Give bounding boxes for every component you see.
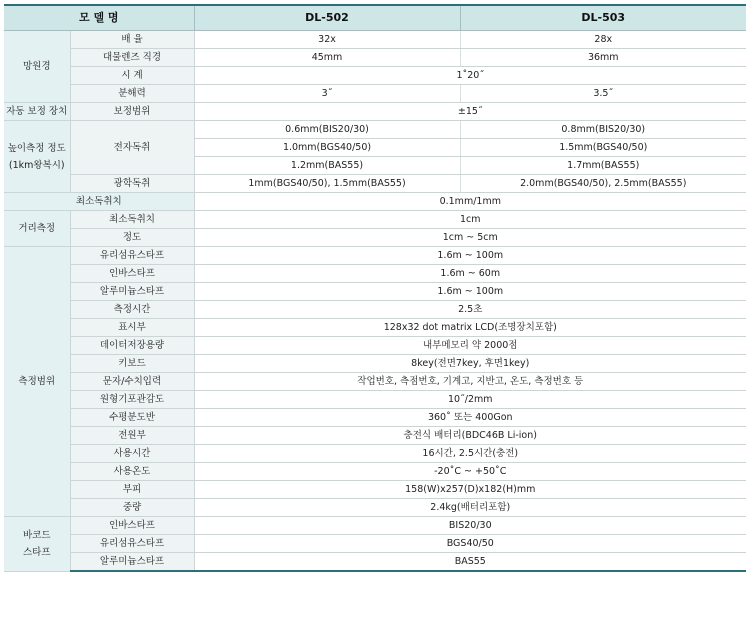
spec-table [4,4,746,572]
row-label: 시 계 [70,67,194,85]
value-dl503: 28x [460,31,746,49]
value-dl502: 32x [194,31,460,49]
category-height-accuracy-note: (1km왕복시) [8,159,65,171]
value-shared: ±15˝ [194,103,746,121]
row-label: 키보드 [70,355,194,373]
value-dl502: 0.6mm(BIS20/30) [194,121,460,139]
table-row [4,463,746,481]
value-shared: 충전식 배터리(BDC46B Li-ion) [194,427,746,445]
value-shared: BAS55 [194,553,746,572]
row-label: 유리섬유스타프 [70,535,194,553]
table-row [4,427,746,445]
row-label: 수평분도반 [70,409,194,427]
table-row [4,481,746,499]
table-row [4,373,746,391]
value-dl503: 3.5˝ [460,85,746,103]
row-label: 측정시간 [70,301,194,319]
value-dl503: 1.5mm(BGS40/50) [460,139,746,157]
value-shared: 2.4kg(배터리포함) [194,499,746,517]
row-label: 분해력 [70,85,194,103]
value-shared: 1˚20˝ [194,67,746,85]
table-row [4,31,746,49]
row-label: 문자/수치입력 [70,373,194,391]
value-shared: 1.6m ~ 60m [194,265,746,283]
value-shared: 16시간, 2.5시간(충전) [194,445,746,463]
range-section [4,247,746,517]
value-dl503: 36mm [460,49,746,67]
table-row [4,265,746,283]
value-shared: -20˚C ~ +50˚C [194,463,746,481]
value-shared: 1cm ~ 5cm [194,229,746,247]
value-shared: 2.5초 [194,301,746,319]
value-shared: 작업번호, 측점번호, 기계고, 지반고, 온도, 측정번호 등 [194,373,746,391]
table-row [4,247,746,265]
row-label: 광학독취 [70,175,194,193]
row-label: 보정범위 [70,103,194,121]
table-row [4,553,746,572]
table-row [4,175,746,193]
row-label: 중량 [70,499,194,517]
barcode-section [4,517,746,572]
category-telescope: 망원경 [4,31,70,103]
value-dl502: 1.0mm(BGS40/50) [194,139,460,157]
value-dl503: 1.7mm(BAS55) [460,157,746,175]
row-label: 최소독취치 [70,211,194,229]
model-name-header: 모 델 명 [4,5,194,31]
table-row [4,103,746,121]
model-dl502-header: DL-502 [194,5,460,31]
row-label: 인바스타프 [70,517,194,535]
table-row [4,355,746,373]
table-row [4,67,746,85]
value-shared: 10˝/2mm [194,391,746,409]
category-height-accuracy-label: 높이측정 정도 [7,142,66,154]
table-row [4,391,746,409]
row-label: 부피 [70,481,194,499]
value-shared: 8key(전면7key, 후면1key) [194,355,746,373]
header-row [4,5,746,31]
table-row [4,211,746,229]
row-label: 표시부 [70,319,194,337]
value-dl503: 2.0mm(BGS40/50), 2.5mm(BAS55) [460,175,746,193]
table-row [4,499,746,517]
table-row [4,229,746,247]
value-shared: 0.1mm/1mm [194,193,746,211]
category-height-accuracy [4,121,70,193]
row-label: 사용시간 [70,445,194,463]
row-label: 배 율 [70,31,194,49]
table-row [4,85,746,103]
value-dl502: 45mm [194,49,460,67]
value-shared: 360˚ 또는 400Gon [194,409,746,427]
row-label: 대물렌즈 직경 [70,49,194,67]
value-dl503: 0.8mm(BIS20/30) [460,121,746,139]
row-label: 사용온도 [70,463,194,481]
value-shared: 1.6m ~ 100m [194,283,746,301]
table-row [4,193,746,211]
table-row [4,121,746,139]
row-label: 정도 [70,229,194,247]
table-row [4,535,746,553]
table-row [4,517,746,535]
category-measurement-range: 측정범위 [4,247,70,517]
category-min-reading: 최소독취치 [4,193,194,211]
table-row [4,49,746,67]
value-dl502: 1.2mm(BAS55) [194,157,460,175]
table-row [4,283,746,301]
row-label: 전원부 [70,427,194,445]
value-shared: 158(W)x257(D)x182(H)mm [194,481,746,499]
table-row [4,319,746,337]
row-label: 전자독취 [70,121,194,175]
category-distance: 거리측정 [4,211,70,247]
model-dl503-header: DL-503 [460,5,746,31]
row-label: 데이터저장용량 [70,337,194,355]
value-shared: 128x32 dot matrix LCD(조명장치포함) [194,319,746,337]
table-row [4,337,746,355]
category-barcode-line2: 스타프 [22,546,51,558]
table-row [4,445,746,463]
row-label: 원형기포관감도 [70,391,194,409]
value-shared: 1.6m ~ 100m [194,247,746,265]
table-row [4,301,746,319]
row-label: 유리섬유스타프 [70,247,194,265]
value-dl502: 3˝ [194,85,460,103]
value-dl502: 1mm(BGS40/50), 1.5mm(BAS55) [194,175,460,193]
category-barcode-line1: 바코드 [22,529,51,541]
row-label: 알루미늄스타프 [70,553,194,572]
category-barcode-staff [4,517,70,572]
category-compensator: 자동 보정 장치 [4,103,70,121]
table-row [4,409,746,427]
value-shared: BGS40/50 [194,535,746,553]
row-label: 알루미늄스타프 [70,283,194,301]
value-shared: 1cm [194,211,746,229]
value-shared: BIS20/30 [194,517,746,535]
value-shared: 내부메모리 약 2000점 [194,337,746,355]
row-label: 인바스타프 [70,265,194,283]
